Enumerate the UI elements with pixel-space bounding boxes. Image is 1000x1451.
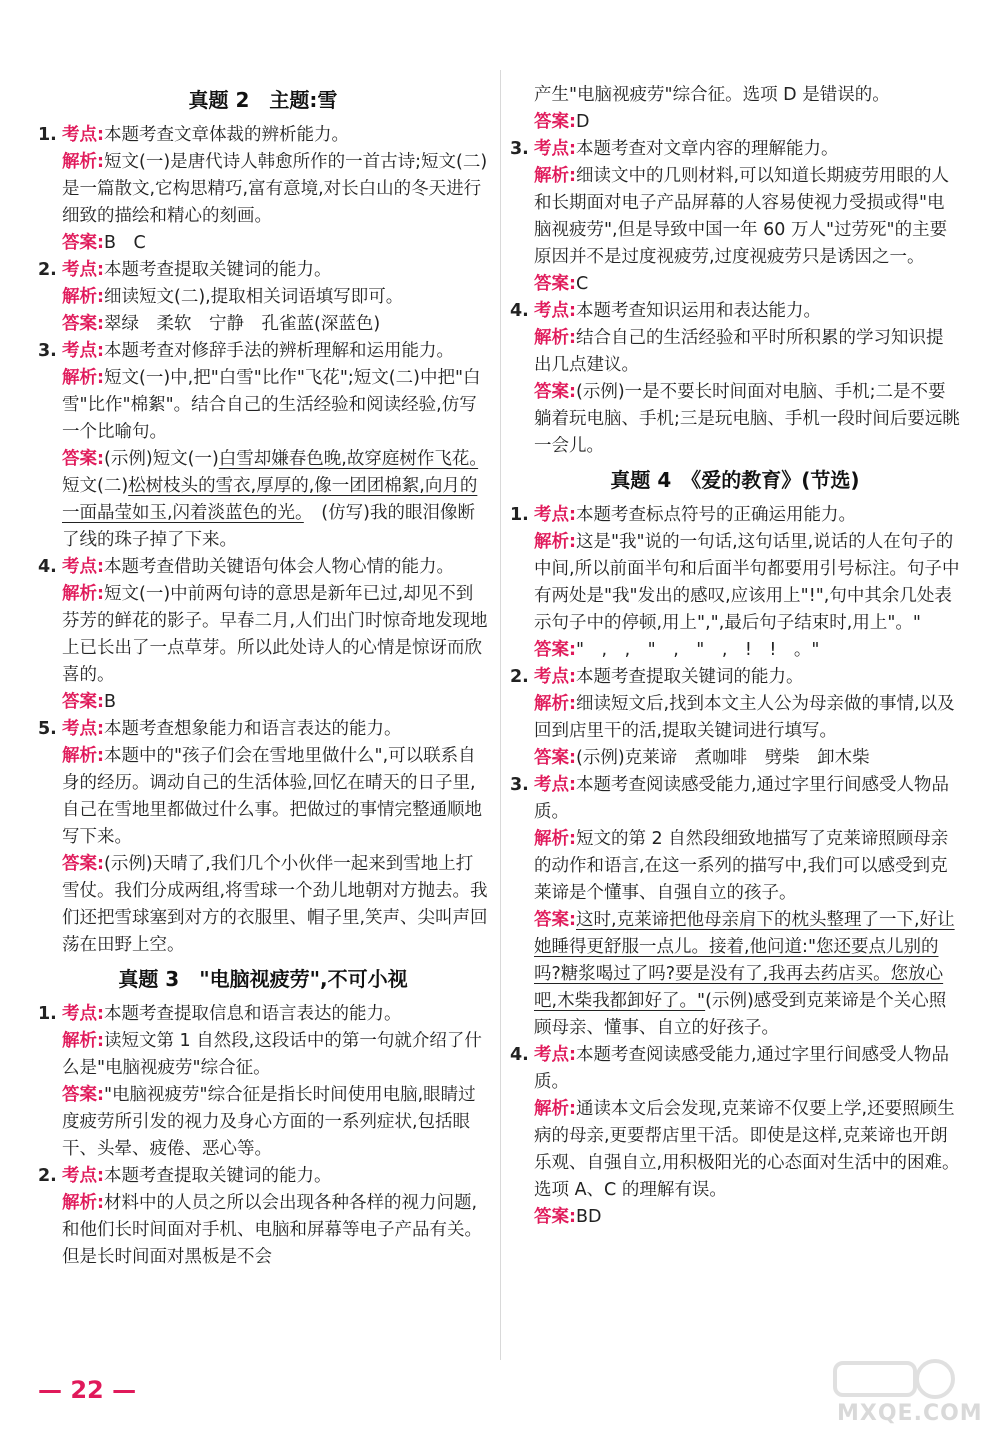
- kaodian-label: 考点:: [62, 341, 104, 361]
- kaodian-label: 考点:: [62, 719, 104, 739]
- daan-label: 答案:: [534, 274, 576, 294]
- question-number: 2.: [38, 260, 57, 280]
- jiexi-label: 解析:: [62, 152, 104, 172]
- jiexi-label: 解析:: [62, 368, 104, 388]
- daan-text: "电脑视疲劳"综合征是指长时间使用电脑,眼睛过度疲劳所引发的视力及身心方面的一系列症状,包括眼干、头晕、疲倦、恶心等。: [62, 1085, 476, 1159]
- daan-text: C: [576, 274, 589, 294]
- daan-label: 答案:: [534, 748, 576, 768]
- daan-text: " , , " , " , ! ! 。": [576, 640, 820, 660]
- question-3: [38, 338, 496, 554]
- kaodian-label: 考点:: [534, 301, 576, 321]
- daan-text-a: (示例)短文(一): [104, 449, 219, 469]
- question-4-4: [510, 1042, 960, 1231]
- kaodian-text: 本题考查对修辞手法的辨析理解和运用能力。: [104, 341, 454, 361]
- daan-text: BD: [576, 1207, 602, 1227]
- jiexi-text: 结合自己的生活经验和平时所积累的学习知识提出几点建议。: [534, 328, 944, 375]
- daan-label: 答案:: [62, 233, 104, 253]
- kaodian-label: 考点:: [534, 667, 576, 687]
- daan-label: 答案:: [62, 314, 104, 334]
- kaodian-label: 考点:: [534, 1045, 576, 1065]
- jiexi-text: 短文(一)中前两句诗的意思是新年已过,却见不到芬芳的鲜花的影子。早春二月,人们出门时惊奇地发现地上已长出了一点草芽。所以此处诗人的心情是惊讶而欣喜的。: [62, 584, 488, 685]
- jiexi-label: 解析:: [534, 1099, 576, 1119]
- question-number: 3.: [510, 775, 529, 795]
- question-2: [38, 257, 488, 338]
- jiexi-label: 解析:: [62, 584, 104, 604]
- jiexi-label: 解析:: [62, 1031, 104, 1051]
- watermark-text: MXQE.COM: [837, 1401, 983, 1426]
- kaodian-label: 考点:: [534, 139, 576, 159]
- question-3-4: [510, 298, 960, 460]
- jiexi-text: 读短文第 1 自然段,这段话中的第一句就介绍了什么是"电脑视疲劳"综合征。: [62, 1031, 482, 1078]
- kaodian-text: 本题考查知识运用和表达能力。: [576, 301, 821, 321]
- column-divider: [500, 70, 501, 1360]
- daan-text: (示例)天晴了,我们几个小伙伴一起来到雪地上打雪仗。我们分成两组,将雪球一个劲儿地朝对方抛去。我们还把雪球塞到对方的衣服里、帽子里,笑声、尖叫声回荡在田野上空。: [62, 854, 488, 955]
- daan-label: 答案:: [62, 1085, 104, 1105]
- kaodian-label: 考点:: [62, 125, 104, 145]
- kaodian-label: 考点:: [62, 557, 104, 577]
- kaodian-text: 本题考查想象能力和语言表达的能力。: [104, 719, 402, 739]
- daan-label: 答案:: [534, 910, 576, 930]
- question-number: 3.: [38, 341, 57, 361]
- daan-label: 答案:: [62, 692, 104, 712]
- question-3-3: [510, 136, 960, 298]
- question-3-1: [38, 1001, 488, 1163]
- question-number: 1.: [510, 505, 529, 525]
- jiexi-text: 短文(一)中,把"白雪"比作"飞花";短文(二)中把"白雪"比作"棉絮"。结合自己的生活经验和阅读经验,仿写一个比喻句。: [62, 368, 481, 442]
- question-number: 1.: [38, 1004, 57, 1024]
- question-1: [38, 122, 488, 257]
- kaodian-text: 本题考查对文章内容的理解能力。: [576, 139, 839, 159]
- kaodian-label: 考点:: [62, 260, 104, 280]
- jiexi-label: 解析:: [534, 829, 576, 849]
- question-number: 5.: [38, 719, 57, 739]
- daan-text-rest: (示例)感受到克莱谛是个关心照顾母亲、懂事、自立的好孩子。: [534, 991, 947, 1038]
- left-column: [38, 80, 496, 1271]
- section-title-3: 真题 3 "电脑视疲劳",不可小视: [118, 967, 408, 991]
- jiexi-text: 本题中的"孩子们会在雪地里做什么",可以联系自身的经历。调动自己的生活体验,回忆在晴天的日子里,自己在雪地里都做过什么事。把做过的事情完整通顺地写下来。: [62, 746, 482, 847]
- jiexi-text: 细读短文(二),提取相关词语填写即可。: [104, 287, 404, 307]
- kaodian-text: 本题考查提取关键词的能力。: [576, 667, 804, 687]
- question-number: 2.: [510, 667, 529, 687]
- question-4-3: [510, 772, 960, 1042]
- kaodian-text: 本题考查提取关键词的能力。: [104, 1166, 332, 1186]
- jiexi-label: 解析:: [62, 287, 104, 307]
- kaodian-label: 考点:: [534, 505, 576, 525]
- question-5: [38, 716, 488, 959]
- continued-text: 产生"电脑视疲劳"综合征。选项 D 是错误的。: [534, 85, 890, 105]
- question-number: 4.: [510, 301, 529, 321]
- kaodian-text: 本题考查阅读感受能力,通过字里行间感受人物品质。: [534, 1045, 950, 1092]
- question-number: 2.: [38, 1166, 57, 1186]
- question-4: [38, 554, 488, 716]
- daan-label: 答案:: [62, 854, 104, 874]
- daan-text: B C: [104, 233, 146, 253]
- kaodian-text: 本题考查标点符号的正确运用能力。: [576, 505, 856, 525]
- jiexi-text: 短文的第 2 自然段细致地描写了克莱谛照顾母亲的动作和语言,在这一系列的描写中,我们可以感受到克莱谛是个懂事、自强自立的孩子。: [534, 829, 949, 903]
- kaodian-text: 本题考查阅读感受能力,通过字里行间感受人物品质。: [534, 775, 950, 822]
- kaodian-text: 本题考查提取信息和语言表达的能力。: [104, 1004, 402, 1024]
- section-title-2: 真题 2 主题:雪: [188, 88, 338, 112]
- daan-label: 答案:: [534, 1207, 576, 1227]
- jiexi-label: 解析:: [62, 746, 104, 766]
- daan-underlined-quote: 这时,克莱谛把他母亲肩下的枕头整理了一下,好让她睡得更舒服一点儿。接着,他问道:"您还要点儿别的吗?糖浆喝过了吗?要是没有了,我再去药店买。您放心吧,木柴我都卸好了。": [534, 910, 955, 1011]
- daan-text: (示例)克莱谛 煮咖啡 劈柴 卸木柴: [576, 748, 870, 768]
- kaodian-label: 考点:: [534, 775, 576, 795]
- daan-label: 答案:: [534, 112, 576, 132]
- kaodian-label: 考点:: [62, 1166, 104, 1186]
- jiexi-text: 材料中的人员之所以会出现各种各样的视力问题,和他们长时间面对手机、电脑和屏幕等电子产品有关。但是长时间面对黑板是不会: [62, 1193, 482, 1267]
- daan-label: 答案:: [62, 449, 104, 469]
- kaodian-label: 考点:: [62, 1004, 104, 1024]
- section-title-4: 真题 4 《爱的教育》(节选): [610, 468, 860, 492]
- jiexi-text: 通读本文后会发现,克莱谛不仅要上学,还要照顾生病的母亲,更要帮店里干活。即使是这样,克莱谛也开朗乐观、自强自立,用积极阳光的心态面对生活中的困难。选项 A、C 的理解有误。: [534, 1099, 960, 1200]
- question-number: 3.: [510, 139, 529, 159]
- daan-label: 答案:: [534, 382, 576, 402]
- jiexi-label: 解析:: [534, 532, 576, 552]
- jiexi-label: 解析:: [534, 328, 576, 348]
- kaodian-text: 本题考查提取关键词的能力。: [104, 260, 332, 280]
- kaodian-text: 本题考查借助关键语句体会人物心情的能力。: [104, 557, 454, 577]
- jiexi-label: 解析:: [534, 694, 576, 714]
- question-number: 4.: [38, 557, 57, 577]
- daan-text-e: (仿写)我的眼泪像断了线的珠子掉了下来。: [62, 503, 475, 550]
- daan-text: (示例)一是不要长时间面对电脑、手机;二是不要躺着玩电脑、手机;三是玩电脑、手机一段时间后要远眺一会儿。: [534, 382, 960, 456]
- question-number: 1.: [38, 125, 57, 145]
- daan-text: D: [576, 112, 590, 132]
- page-number: — 22 —: [38, 1376, 137, 1404]
- right-column: [510, 82, 960, 1231]
- question-4-1: [510, 502, 960, 664]
- jiexi-text: 这是"我"说的一句话,这句话里,说话的人在句子的中间,所以前面半句和后面半句都要用引号标注。句子中有两处是"我"发出的感叹,应该用上"!",句中其余几处表示句子中的停顿,用上",",最后句子结束时,用上"。": [534, 532, 960, 633]
- kaodian-text: 本题考查文章体裁的辨析能力。: [104, 125, 349, 145]
- jiexi-label: 解析:: [534, 166, 576, 186]
- daan-underlined-poem: 白雪却嫌春色晚,故穿庭树作飞花。: [218, 449, 479, 469]
- daan-text: B: [104, 692, 117, 712]
- jiexi-label: 解析:: [62, 1193, 104, 1213]
- question-number: 4.: [510, 1045, 529, 1065]
- daan-underlined-prose: 松树枝头的雪衣,厚厚的,像一团团棉絮,向月的一面晶莹如玉,闪着淡蓝色的光。: [62, 476, 478, 523]
- jiexi-text: 细读短文后,找到本文主人公为母亲做的事情,以及回到店里干的活,提取关键词进行填写。: [534, 694, 955, 741]
- jiexi-text: 短文(一)是唐代诗人韩愈所作的一首古诗;短文(二)是一篇散文,它构思精巧,富有意境,对长白山的冬天进行细致的描绘和精心的刻画。: [62, 152, 488, 226]
- question-3-2-continued: [510, 82, 960, 136]
- jiexi-text: 细读文中的几则材料,可以知道长期疲劳用眼的人和长期面对电子产品屏幕的人容易使视力受损或得"电脑视疲劳",但是导致中国一年 60 万人"过劳死"的主要原因并不是过度视疲劳,过度视疲劳只是诱因之一。: [534, 166, 950, 267]
- question-3-2: [38, 1163, 488, 1271]
- daan-text-c: 短文(二): [62, 449, 496, 496]
- daan-text: 翠绿 柔软 宁静 孔雀蓝(深蓝色): [104, 314, 381, 334]
- watermark-logo: [815, 1355, 983, 1430]
- daan-label: 答案:: [534, 640, 576, 660]
- question-4-2: [510, 664, 960, 772]
